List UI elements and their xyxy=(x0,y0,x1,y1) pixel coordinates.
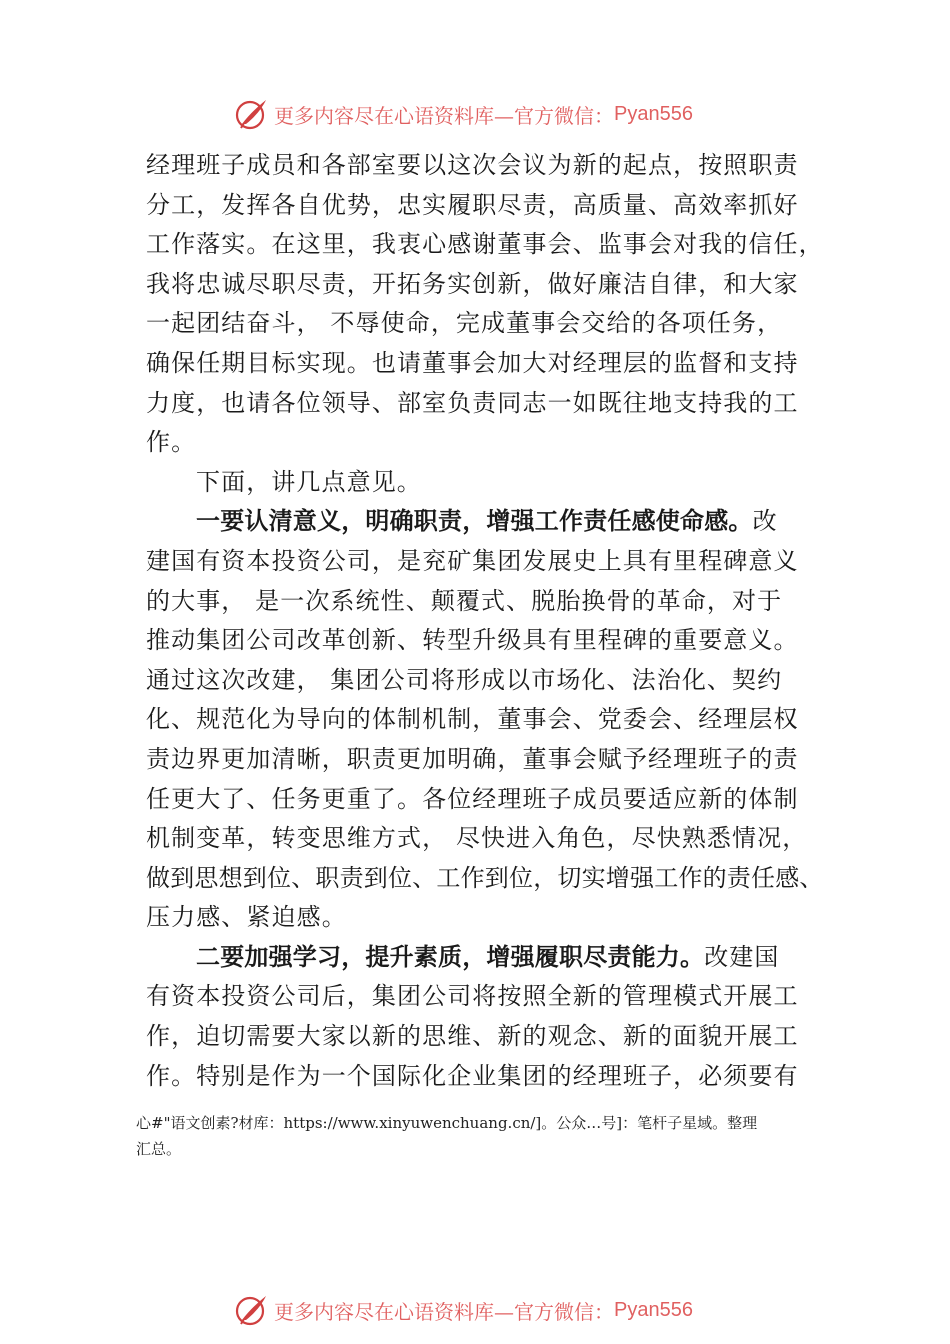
paragraph-4 xyxy=(146,938,826,1096)
text-line: 的大事， 是一次系统性、颠覆式、脱胎换骨的革命，对于 xyxy=(146,586,783,615)
document-body xyxy=(146,146,826,1096)
text-line: 通过这次改建， 集团公司将形成以市场化、法治化、契约 xyxy=(146,665,783,694)
footnote xyxy=(136,1110,836,1162)
heading-line xyxy=(146,938,826,978)
text-line: 责边界更加清晰，职责更加明确，董事会赋予经理班子的责 xyxy=(146,744,799,773)
text-line: 作，迫切需要大家以新的思维、新的观念、新的面貌开展工 xyxy=(146,1022,799,1051)
text-line: 建国有资本投资公司，是兖矿集团发展史上具有里程碑意义 xyxy=(146,546,799,575)
text-line: 压力感、紧迫感。 xyxy=(146,903,347,932)
header-banner xyxy=(232,94,693,134)
text-line: 分工，发挥各自优势，忠实履职尽责，高质量、高效率抓好 xyxy=(146,190,799,219)
text-line: 推动集团公司改革创新、转型升级具有里程碑的重要意义。 xyxy=(146,626,799,655)
footnote-line: 汇总。 xyxy=(136,1140,182,1158)
text-line: 化、规范化为导向的体制机制，董事会、党委会、经理层权 xyxy=(146,705,799,734)
text-line: 作。特别是作为一个国际化企业集团的经理班子，必须要有 xyxy=(146,1061,799,1090)
text-line: 有资本投资公司后，集团公司将按照全新的管理模式开展工 xyxy=(146,982,799,1011)
paragraph-2 xyxy=(146,463,826,503)
text-line: 机制变革，转变思维方式， 尽快进入角色，尽快熟悉情况， xyxy=(146,824,808,853)
quill-logo-icon xyxy=(232,1290,272,1330)
text-line: 做到思想到位、职责到位、工作到位，切实增强工作的责任感、 xyxy=(146,863,824,892)
text-line: 一起团结奋斗， 不辱使命，完成董事会交给的各项任务， xyxy=(146,309,783,338)
banner-wechat-id: Pyan556 xyxy=(614,1298,693,1321)
text-line: 经理班子成员和各部室要以这次会议为新的起点，按照职责 xyxy=(146,151,799,179)
paragraph-3 xyxy=(146,502,826,938)
footnote-line: 心#"语文创素?材库：https://www.xinyuwenchuang.cn/]。公众…号]：笔杆子星域。整理 xyxy=(136,1114,758,1132)
text-run: 改 xyxy=(752,507,778,536)
banner-text: 更多内容尽在心语资料库—官方微信： xyxy=(274,103,614,128)
text-line: 任更大了、任务更重了。各位经理班子成员要适应新的体制 xyxy=(146,784,799,813)
text-run: 改建国 xyxy=(704,942,780,971)
text-line: 作。 xyxy=(146,428,197,457)
section-heading-2: 二要加强学习，提升素质，增强履职尽责能力。 xyxy=(196,942,705,971)
quill-logo-icon xyxy=(232,94,272,134)
text-line: 下面，讲几点意见。 xyxy=(196,467,422,496)
footer-banner xyxy=(232,1290,693,1330)
text-line: 确保任期目标实现。也请董事会加大对经理层的监督和支持 xyxy=(146,348,799,377)
heading-line xyxy=(146,502,826,542)
paragraph-1 xyxy=(146,146,826,463)
section-heading-1: 一要认清意义，明确职责，增强工作责任感使命感。 xyxy=(196,507,753,536)
text-line: 我将忠诚尽职尽责，开拓务实创新，做好廉洁自律，和大家 xyxy=(146,269,799,298)
text-line: 力度，也请各位领导、部室负责同志一如既往地支持我的工 xyxy=(146,388,799,417)
banner-text: 更多内容尽在心语资料库—官方微信： xyxy=(274,1299,614,1324)
text-line: 工作落实。在这里，我衷心感谢董事会、监事会对我的信任， xyxy=(146,230,824,259)
banner-wechat-id: Pyan556 xyxy=(614,102,693,125)
